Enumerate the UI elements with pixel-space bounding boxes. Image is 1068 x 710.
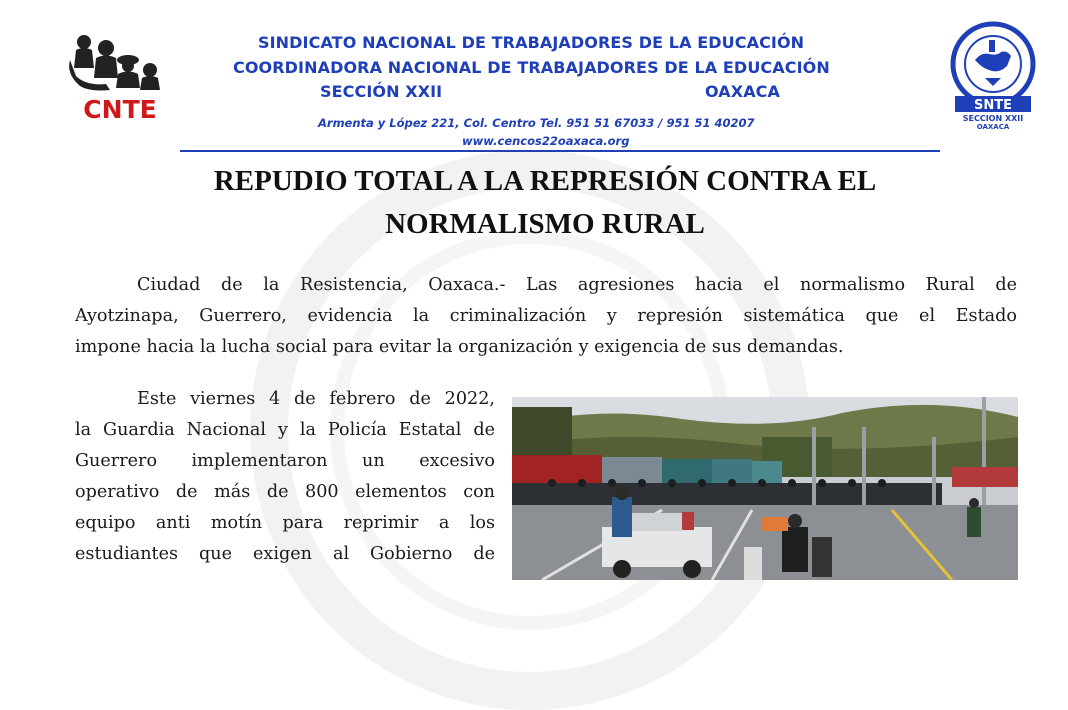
header-section: SECCIÓN XXII [320,82,443,101]
header-divider [180,150,940,152]
paragraph2-line5: equipo anti motín para reprimir a los [75,513,495,533]
header-state: OAXACA [705,82,780,101]
snte-logo [945,20,1041,130]
cnte-logo-text: CNTE [83,95,157,124]
snte-logo-text: SNTE [974,98,1012,113]
police-blockade-photo [512,397,1018,580]
paragraph2-line1: Este viernes 4 de febrero de 2022, [137,389,495,409]
header-coordinator-name: COORDINADORA NACIONAL DE TRABAJADORES DE LA EDUCACIÓN [233,58,830,77]
cnte-logo [62,30,182,125]
paragraph2-line4: operativo de más de 800 elementos con [75,482,495,502]
paragraph2-line2: la Guardia Nacional y la Policía Estatal de [75,420,495,440]
document-title-line2: NORMALISMO RURAL [385,208,705,240]
paragraph2-line3: Guerrero implementaron un excesivo [75,451,495,471]
header-address: Armenta y López 221, Col. Centro Tel. 951 51 67033 / 951 51 40207 [318,116,755,130]
paragraph1-line2: Ayotzinapa, Guerrero, evidencia la criminalización y represión sistemática que el Estado [75,306,1017,326]
snte-logo-state: OAXACA [976,123,1010,130]
header-union-name: SINDICATO NACIONAL DE TRABAJADORES DE LA EDUCACIÓN [258,33,805,52]
header-website[interactable]: www.cencos22oaxaca.org [462,134,630,148]
paragraph1-line3: impone hacia la lucha social para evitar la organización y exigencia de sus demandas. [75,337,844,357]
document-title-line1: REPUDIO TOTAL A LA REPRESIÓN CONTRA EL [213,165,877,197]
paragraph2-line6: estudiantes que exigen al Gobierno de [75,544,495,564]
snte-logo-section: SECCION XXII [962,114,1024,123]
paragraph1-line1: Ciudad de la Resistencia, Oaxaca.- Las agresiones hacia el normalismo Rural de [137,275,1017,295]
